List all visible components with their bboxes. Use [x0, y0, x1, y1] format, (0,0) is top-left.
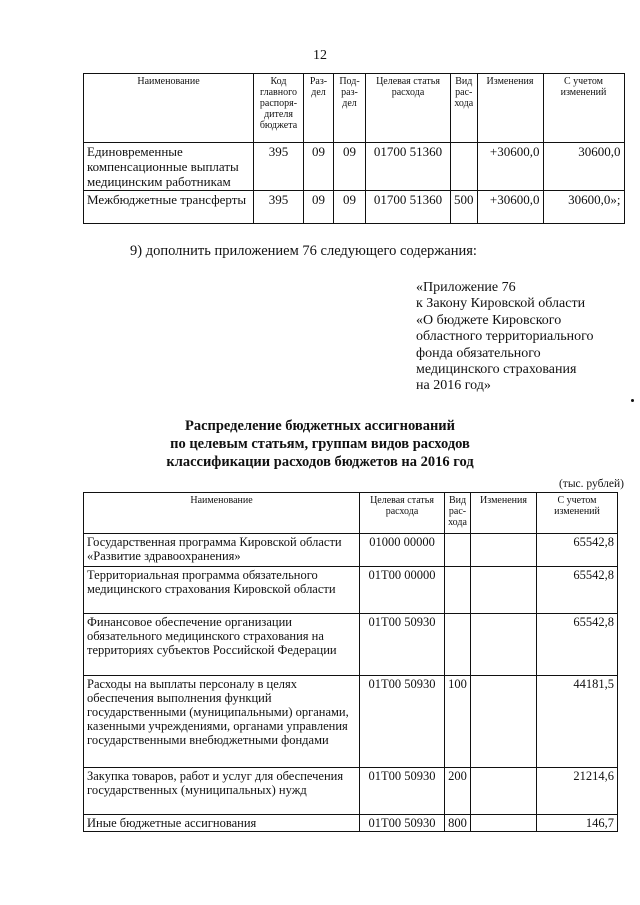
header-section: Раз-дел [304, 74, 334, 143]
cell-total: 65542,8 [537, 614, 618, 676]
stray-dot [631, 399, 634, 402]
appendix-line: «Приложение 76 [416, 280, 516, 295]
cell-target: 01Т00 50930 [360, 676, 445, 768]
cell-target: 01Т00 50930 [360, 768, 445, 815]
document-title [0, 417, 640, 471]
cell-total: 21214,6 [537, 768, 618, 815]
cell-name: Закупка товаров, работ и услуг для обеспечения государственных (муниципальных) нужд [84, 768, 360, 815]
appendix-line: фонда обязательного [416, 345, 541, 361]
cell-type: 200 [445, 768, 471, 815]
cell-target: 01Т00 50930 [360, 815, 445, 832]
appendix-line: к Закону Кировской области [416, 296, 586, 312]
page-number: 12 [313, 48, 327, 63]
table-header-row [84, 493, 618, 534]
cell-section: 09 [304, 143, 334, 191]
cell-type: 500 [451, 191, 478, 224]
cell-name: Единовременные компенсационные выплаты медицинским работникам [84, 143, 254, 191]
table-row [84, 614, 618, 676]
cell-name: Территориальная программа обязательного медицинского страхования Кировской области [84, 567, 360, 614]
header-type: Вид рас-хода [451, 74, 478, 143]
cell-target: 01Т00 50930 [360, 614, 445, 676]
cell-type [445, 614, 471, 676]
header-target: Целевая статья расхода [366, 74, 451, 143]
header-total: С учетом изменений [537, 493, 618, 534]
cell-type [445, 534, 471, 567]
cell-type [445, 567, 471, 614]
header-name: Наименование [84, 493, 360, 534]
header-changes: Изменения [477, 74, 543, 143]
cell-total: 146,7 [537, 815, 618, 832]
cell-target: 01700 51360 [366, 143, 451, 191]
cell-type [451, 143, 478, 191]
cell-type: 100 [445, 676, 471, 768]
header-target: Целевая статья расхода [360, 493, 445, 534]
cell-changes: +30600,0 [477, 191, 543, 224]
cell-name: Финансовое обеспечение организации обязательного медицинского страхования на территориях субъектов Российской Федерации [84, 614, 360, 676]
cell-total: 65542,8 [537, 534, 618, 567]
appendix-line: медицинского страхования [416, 362, 577, 378]
cell-changes [471, 768, 537, 815]
title-line: по целевым статьям, группам видов расходов [170, 436, 470, 452]
cell-type: 800 [445, 815, 471, 832]
appendix-line: «О бюджете Кировского [416, 312, 562, 328]
table-row [84, 143, 625, 191]
unit-label: (тыс. рублей) [558, 478, 624, 490]
expense-table-amendment [83, 73, 625, 224]
header-code: Код главного распоря-дителя бюджета [254, 74, 304, 143]
header-subsection: Под-раз-дел [334, 74, 366, 143]
appendix-line: на 2016 год» [416, 378, 491, 394]
table-row [84, 815, 618, 832]
cell-changes [471, 534, 537, 567]
table-row [84, 191, 625, 224]
cell-changes [471, 815, 537, 832]
table-row [84, 676, 618, 768]
cell-target: 01000 00000 [360, 534, 445, 567]
instruction-text: 9) дополнить приложением 76 следующего содержания: [130, 243, 477, 259]
appendix-heading [416, 280, 631, 395]
cell-changes [471, 614, 537, 676]
cell-target: 01700 51360 [366, 191, 451, 224]
cell-section: 09 [304, 191, 334, 224]
header-name: Наименование [84, 74, 254, 143]
cell-changes [471, 676, 537, 768]
cell-subsection: 09 [334, 143, 366, 191]
allocation-table [83, 492, 618, 832]
cell-name: Иные бюджетные ассигнования [84, 815, 360, 832]
cell-total: 44181,5 [537, 676, 618, 768]
table-row [84, 567, 618, 614]
table-header-row [84, 74, 625, 143]
cell-name: Расходы на выплаты персоналу в целях обеспечения выполнения функций государственными (муниципальными) органами, казенными учреждениями, органами управления государственными внебюджетными фондами [84, 676, 360, 768]
cell-changes [471, 567, 537, 614]
header-type: Вид рас-хода [445, 493, 471, 534]
cell-total: 30600,0 [543, 143, 624, 191]
cell-code: 395 [254, 143, 304, 191]
header-total: С учетом изменений [543, 74, 624, 143]
cell-target: 01Т00 00000 [360, 567, 445, 614]
table-row [84, 768, 618, 815]
cell-code: 395 [254, 191, 304, 224]
header-changes: Изменения [471, 493, 537, 534]
cell-changes: +30600,0 [477, 143, 543, 191]
cell-name: Межбюджетные трансферты [84, 191, 254, 224]
cell-name: Государственная программа Кировской области «Развитие здравоохранения» [84, 534, 360, 567]
cell-subsection: 09 [334, 191, 366, 224]
cell-total: 65542,8 [537, 567, 618, 614]
appendix-line: областного территориального [416, 329, 594, 345]
cell-total: 30600,0»; [543, 191, 624, 224]
title-line: Распределение бюджетных ассигнований [184, 418, 456, 434]
table-row [84, 534, 618, 567]
title-line: классификации расходов бюджетов на 2016 год [166, 454, 474, 470]
